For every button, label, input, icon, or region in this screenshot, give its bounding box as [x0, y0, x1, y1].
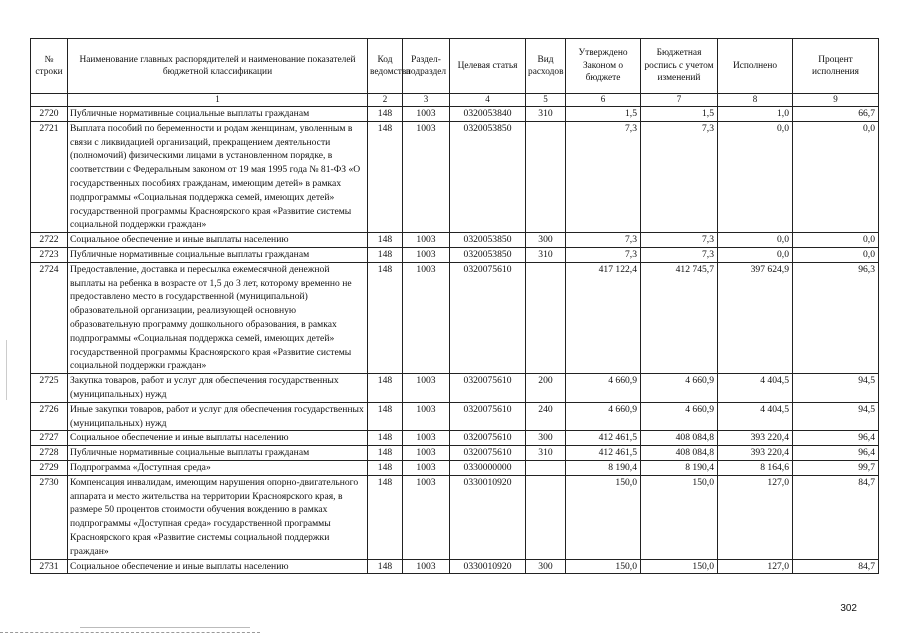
row-section: 1003: [403, 247, 450, 262]
row-schedule: 408 084,8: [641, 431, 718, 446]
header-percent: Процент исполнения: [793, 39, 879, 94]
row-target-item: 0320075610: [450, 446, 526, 461]
table-row: [31, 247, 879, 262]
row-target-item: 0330010920: [450, 559, 526, 574]
row-executed: 4 404,5: [718, 402, 793, 431]
row-expense-type: 300: [526, 559, 566, 574]
row-name: Публичные нормативные социальные выплаты гражданам: [68, 107, 368, 122]
table-row: [31, 121, 879, 232]
row-number: 2730: [31, 475, 68, 559]
col-number: 1: [68, 94, 368, 107]
col-number: 6: [566, 94, 641, 107]
row-number: 2724: [31, 262, 68, 373]
table-row: [31, 374, 879, 403]
row-approved: 7,3: [566, 247, 641, 262]
row-executed: 0,0: [718, 121, 793, 232]
row-dept-code: 148: [368, 107, 403, 122]
row-percent: 94,5: [793, 402, 879, 431]
col-number: 8: [718, 94, 793, 107]
col-number: 3: [403, 94, 450, 107]
row-target-item: 0320075610: [450, 262, 526, 373]
row-executed: 397 624,9: [718, 262, 793, 373]
row-section: 1003: [403, 559, 450, 574]
row-expense-type: 300: [526, 431, 566, 446]
header-approved: Утверждено Законом о бюджете: [566, 39, 641, 94]
table-row: [31, 431, 879, 446]
table-row: [31, 107, 879, 122]
header-schedule: Бюджетная роспись с учетом изменений: [641, 39, 718, 94]
scan-artifact-line: [0, 632, 260, 633]
scan-artifact-mark: [6, 340, 7, 400]
row-section: 1003: [403, 475, 450, 559]
row-name: Предоставление, доставка и пересылка ежемесячной денежной выплаты на ребенка в возрасте от 1,5 до 3 лет, которому временно не предоставлено место в государственной (муниципальной) образовательной организации, реализующей основную образовательную программу дошкольного образования, в рамках подпрограммы «Социальная поддержка семей, имеющих детей» государственной программы Красноярского края «Развитие системы социальной поддержки граждан»: [68, 262, 368, 373]
row-section: 1003: [403, 262, 450, 373]
row-dept-code: 148: [368, 446, 403, 461]
row-schedule: 150,0: [641, 475, 718, 559]
scan-artifact-line: [80, 627, 250, 628]
row-target-item: 0320053850: [450, 121, 526, 232]
row-number: 2728: [31, 446, 68, 461]
header-exp-type: Вид расходов: [526, 39, 566, 94]
row-percent: 0,0: [793, 121, 879, 232]
row-executed: 393 220,4: [718, 446, 793, 461]
row-approved: 150,0: [566, 559, 641, 574]
table-row: [31, 460, 879, 475]
col-number: 7: [641, 94, 718, 107]
table-row: [31, 446, 879, 461]
row-dept-code: 148: [368, 460, 403, 475]
row-expense-type: 310: [526, 247, 566, 262]
row-section: 1003: [403, 446, 450, 461]
row-target-item: 0320053840: [450, 107, 526, 122]
row-schedule: 4 660,9: [641, 402, 718, 431]
row-number: 2727: [31, 431, 68, 446]
row-target-item: 0320053850: [450, 247, 526, 262]
row-schedule: 7,3: [641, 247, 718, 262]
col-number: 4: [450, 94, 526, 107]
col-number: 2: [368, 94, 403, 107]
row-expense-type: 200: [526, 374, 566, 403]
budget-table: [30, 38, 879, 574]
table-row: [31, 402, 879, 431]
row-number: 2723: [31, 247, 68, 262]
row-section: 1003: [403, 233, 450, 248]
row-schedule: 8 190,4: [641, 460, 718, 475]
row-approved: 412 461,5: [566, 446, 641, 461]
row-approved: 417 122,4: [566, 262, 641, 373]
header-section: Раздел-подраздел: [403, 39, 450, 94]
row-percent: 96,3: [793, 262, 879, 373]
row-expense-type: 310: [526, 446, 566, 461]
row-percent: 94,5: [793, 374, 879, 403]
row-executed: 1,0: [718, 107, 793, 122]
row-dept-code: 148: [368, 475, 403, 559]
row-number: 2729: [31, 460, 68, 475]
table-row: [31, 233, 879, 248]
row-dept-code: 148: [368, 233, 403, 248]
row-schedule: 7,3: [641, 233, 718, 248]
row-section: 1003: [403, 460, 450, 475]
row-executed: 127,0: [718, 475, 793, 559]
row-number: 2720: [31, 107, 68, 122]
row-executed: 8 164,6: [718, 460, 793, 475]
row-executed: 393 220,4: [718, 431, 793, 446]
row-number: 2725: [31, 374, 68, 403]
row-approved: 8 190,4: [566, 460, 641, 475]
row-number: 2722: [31, 233, 68, 248]
row-section: 1003: [403, 374, 450, 403]
row-percent: 84,7: [793, 559, 879, 574]
row-expense-type: [526, 475, 566, 559]
row-approved: 412 461,5: [566, 431, 641, 446]
row-schedule: 412 745,7: [641, 262, 718, 373]
header-dept: Код ведомства: [368, 39, 403, 94]
row-executed: 0,0: [718, 247, 793, 262]
col-number: 5: [526, 94, 566, 107]
row-section: 1003: [403, 402, 450, 431]
row-schedule: 408 084,8: [641, 446, 718, 461]
row-dept-code: 148: [368, 374, 403, 403]
header-executed: Исполнено: [718, 39, 793, 94]
row-target-item: 0320075610: [450, 431, 526, 446]
row-target-item: 0320053850: [450, 233, 526, 248]
row-percent: 84,7: [793, 475, 879, 559]
row-dept-code: 148: [368, 247, 403, 262]
row-approved: 150,0: [566, 475, 641, 559]
row-percent: 66,7: [793, 107, 879, 122]
table-row: [31, 262, 879, 373]
row-target-item: 0330000000: [450, 460, 526, 475]
row-dept-code: 148: [368, 559, 403, 574]
row-expense-type: 300: [526, 233, 566, 248]
row-percent: 0,0: [793, 233, 879, 248]
row-percent: 99,7: [793, 460, 879, 475]
col-number: 9: [793, 94, 879, 107]
row-schedule: 7,3: [641, 121, 718, 232]
row-approved: 1,5: [566, 107, 641, 122]
row-approved: 7,3: [566, 233, 641, 248]
row-percent: 96,4: [793, 431, 879, 446]
column-numbers-row: [31, 94, 879, 107]
row-name: Социальное обеспечение и иные выплаты населению: [68, 559, 368, 574]
header-row-no: № строки: [31, 39, 68, 94]
table-row: [31, 559, 879, 574]
row-dept-code: 148: [368, 262, 403, 373]
row-target-item: 0320075610: [450, 374, 526, 403]
row-section: 1003: [403, 107, 450, 122]
row-approved: 7,3: [566, 121, 641, 232]
row-percent: 0,0: [793, 247, 879, 262]
row-expense-type: 240: [526, 402, 566, 431]
row-dept-code: 148: [368, 121, 403, 232]
row-name: Закупка товаров, работ и услуг для обеспечения государственных (муниципальных) нужд: [68, 374, 368, 403]
row-expense-type: 310: [526, 107, 566, 122]
header-name: Наименование главных распорядителей и наименование показателей бюджетной классификации: [68, 39, 368, 94]
row-schedule: 150,0: [641, 559, 718, 574]
row-name: Социальное обеспечение и иные выплаты населению: [68, 431, 368, 446]
row-name: Социальное обеспечение и иные выплаты населению: [68, 233, 368, 248]
row-schedule: 1,5: [641, 107, 718, 122]
row-number: 2731: [31, 559, 68, 574]
row-expense-type: [526, 121, 566, 232]
row-name: Иные закупки товаров, работ и услуг для обеспечения государственных (муниципальных) нужд: [68, 402, 368, 431]
row-schedule: 4 660,9: [641, 374, 718, 403]
row-target-item: 0320075610: [450, 402, 526, 431]
row-number: 2721: [31, 121, 68, 232]
row-approved: 4 660,9: [566, 402, 641, 431]
budget-table-container: [30, 38, 879, 574]
table-header-row: [31, 39, 879, 94]
row-expense-type: [526, 262, 566, 373]
col-number-blank: [31, 94, 68, 107]
row-target-item: 0330010920: [450, 475, 526, 559]
row-name: Компенсация инвалидам, имеющим нарушения опорно-двигательного аппарата и место жительства на территории Красноярского края, в размере 50 процентов стоимости обучения вождению в рамках подпрограммы «Доступная среда» государственной программы Красноярского края «Развитие системы социальной поддержки граждан»: [68, 475, 368, 559]
page-number: 302: [840, 603, 857, 614]
header-target: Целевая статья: [450, 39, 526, 94]
row-executed: 127,0: [718, 559, 793, 574]
row-section: 1003: [403, 121, 450, 232]
table-row: [31, 475, 879, 559]
row-dept-code: 148: [368, 431, 403, 446]
row-executed: 4 404,5: [718, 374, 793, 403]
row-name: Выплата пособий по беременности и родам женщинам, уволенным в связи с ликвидацией организаций, прекращением деятельности (полномочий) физическими лицами в установленном порядке, в соответствии с Федеральным законом от 19 мая 1995 года № 81-ФЗ «О государственных пособиях гражданам, имеющим детей» в рамках подпрограммы «Социальная поддержка семей, имеющих детей» государственной программы Красноярского края «Развитие системы социальной поддержки граждан»: [68, 121, 368, 232]
row-section: 1003: [403, 431, 450, 446]
row-expense-type: [526, 460, 566, 475]
row-approved: 4 660,9: [566, 374, 641, 403]
row-number: 2726: [31, 402, 68, 431]
row-name: Публичные нормативные социальные выплаты гражданам: [68, 247, 368, 262]
row-percent: 96,4: [793, 446, 879, 461]
row-name: Подпрограмма «Доступная среда»: [68, 460, 368, 475]
row-dept-code: 148: [368, 402, 403, 431]
row-executed: 0,0: [718, 233, 793, 248]
row-name: Публичные нормативные социальные выплаты гражданам: [68, 446, 368, 461]
